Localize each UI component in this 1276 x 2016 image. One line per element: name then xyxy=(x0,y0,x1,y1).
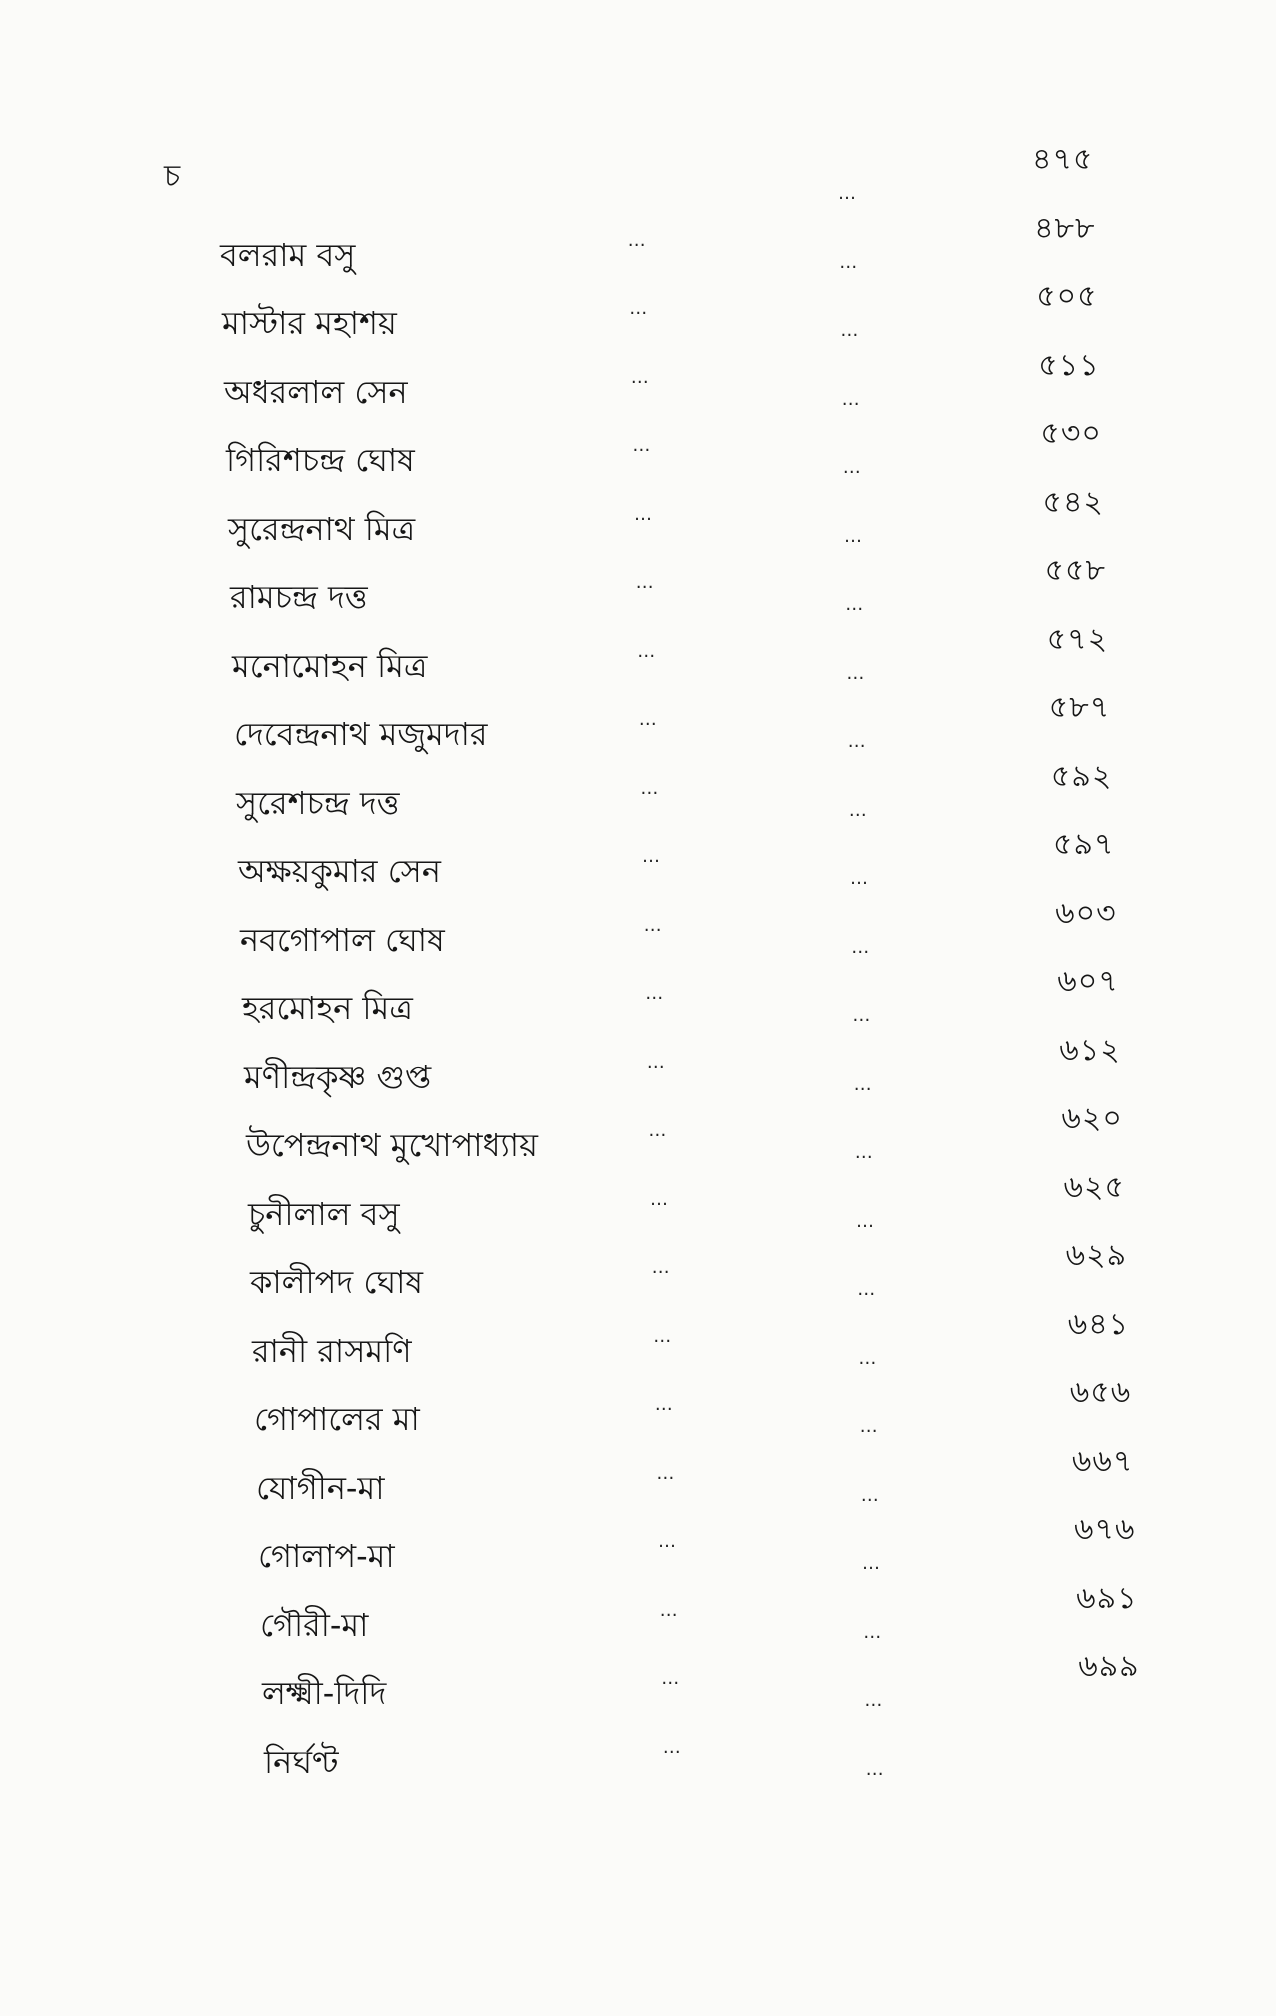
leader-dots: … xyxy=(662,1736,682,1758)
entry-page-number: ৪৭৫ xyxy=(1032,142,1094,177)
entry-title: দেবেন্দ্রনাথ মজুমদার xyxy=(234,715,488,753)
entry-title: হরমোহন মিত্র xyxy=(242,989,413,1027)
leader-dots: … xyxy=(638,709,658,730)
leader-dots: … xyxy=(629,298,649,319)
leader-dots: … xyxy=(851,936,871,958)
leader-dots: … xyxy=(860,1484,880,1506)
entry-page-number: ৬৭৬ xyxy=(1074,1512,1136,1547)
toc-entry xyxy=(0,279,1276,350)
toc-entry xyxy=(0,895,1276,967)
toc-entry xyxy=(0,1101,1276,1172)
leader-dots: … xyxy=(630,366,650,388)
leader-dots: … xyxy=(651,1257,671,1278)
leader-dots: … xyxy=(850,868,869,889)
leader-dots: … xyxy=(632,435,652,456)
entry-page-number: ৬০৭ xyxy=(1057,964,1119,999)
toc-entry xyxy=(0,142,1276,213)
entry-page-number: ৫৭২ xyxy=(1046,621,1109,657)
entry-title: উপেন্দ্রনাথ মুখোপাধ্যায় xyxy=(246,1126,538,1164)
leader-dots: … xyxy=(842,457,862,478)
leader-dots: … xyxy=(852,1005,872,1026)
entry-title: মাস্টার মহাশয় xyxy=(222,304,397,342)
entry-page-number: ৪৮৮ xyxy=(1034,210,1096,246)
entry-title: লক্ষ্মী-দিদি xyxy=(262,1674,387,1712)
toc-entry xyxy=(0,1169,1276,1241)
entry-page-number: ৬৪১ xyxy=(1067,1306,1130,1342)
entry-title: রানী রাসমণি xyxy=(252,1331,412,1370)
leader-dots: … xyxy=(635,572,655,593)
entry-title: গোলাপ-মা xyxy=(258,1537,395,1575)
leader-dots: … xyxy=(654,1394,674,1415)
leader-dots: … xyxy=(864,1690,884,1711)
toc-entry xyxy=(0,1580,1276,1652)
toc-entry xyxy=(0,621,1276,693)
toc-entry xyxy=(0,1238,1276,1309)
entry-title: গিরিশচন্দ্র ঘোষ xyxy=(226,441,415,479)
entry-title: অক্ষয়কুমার সেন xyxy=(238,852,441,890)
entry-title: মনোমোহন মিত্র xyxy=(232,646,428,685)
leader-dots: … xyxy=(857,1279,877,1300)
entry-page-number: ৬৬৭ xyxy=(1071,1443,1134,1479)
entry-page-number: ৬৯১ xyxy=(1076,1580,1138,1616)
toc-entry xyxy=(0,553,1276,624)
entry-title: অধরলাল সেন xyxy=(224,372,408,411)
leader-dots: … xyxy=(643,914,663,936)
entry-page-number: ৫১১ xyxy=(1038,347,1100,383)
leader-dots: … xyxy=(650,1188,669,1210)
entry-page-number: ৫৮৭ xyxy=(1048,690,1111,725)
entry-page-number: ৬২০ xyxy=(1061,1101,1123,1136)
leader-dots: … xyxy=(844,525,863,547)
toc-entry xyxy=(0,484,1276,556)
toc-entry xyxy=(0,1721,1276,1789)
leader-dots: … xyxy=(865,1758,885,1780)
entry-title: কালীপদ ঘোষ xyxy=(250,1263,424,1301)
toc-entry xyxy=(0,1649,1276,1720)
entry-title: বলরাম বসু xyxy=(220,235,356,274)
toc-entry xyxy=(0,1443,1276,1515)
toc-entry xyxy=(0,1375,1276,1446)
entry-page-number: ৫৩০ xyxy=(1040,416,1102,451)
entry-page-number: ৬০৩ xyxy=(1055,895,1117,931)
toc-entry xyxy=(0,1306,1276,1378)
entry-page-number: ৫৫৮ xyxy=(1044,553,1106,588)
entry-page-number: ৫৯২ xyxy=(1050,758,1113,794)
entry-page-number: ৬২৯ xyxy=(1065,1238,1128,1273)
entry-page-number: ৬২৫ xyxy=(1063,1169,1125,1205)
toc-entry xyxy=(0,416,1276,487)
toc-entry xyxy=(0,827,1276,898)
leader-dots: … xyxy=(640,777,660,799)
entry-title: নির্ঘণ্ট xyxy=(264,1742,339,1781)
leader-dots: … xyxy=(863,1621,883,1643)
toc-entry xyxy=(0,964,1276,1035)
leader-dots: … xyxy=(659,1599,679,1621)
entry-page-number: ৫০৫ xyxy=(1036,279,1098,314)
leader-dots: … xyxy=(854,1142,874,1163)
leader-dots: … xyxy=(656,1462,676,1484)
entry-title: নবগোপাল ঘোষ xyxy=(240,920,445,959)
toc-entry xyxy=(0,347,1276,419)
entry-page-number: ৫৪২ xyxy=(1042,484,1104,520)
entry-page-number: ৫৯৭ xyxy=(1053,827,1115,862)
leader-dots: … xyxy=(653,1325,673,1347)
leader-dots: … xyxy=(634,503,653,525)
entry-title: গোপালের মা xyxy=(254,1400,420,1438)
leader-dots: … xyxy=(642,846,661,867)
leader-dots: … xyxy=(845,594,865,615)
leader-dots: … xyxy=(658,1531,677,1552)
leader-dots: … xyxy=(859,1416,879,1437)
leader-dots: … xyxy=(646,1051,666,1073)
toc-entry xyxy=(0,1032,1276,1104)
leader-dots: … xyxy=(648,1120,668,1141)
leader-dots: … xyxy=(856,1210,875,1232)
leader-dots: … xyxy=(661,1668,681,1689)
entry-title: গৌরী-মা xyxy=(260,1605,369,1644)
leader-dots: … xyxy=(853,1073,873,1095)
leader-dots: … xyxy=(839,251,859,273)
leader-dots: … xyxy=(840,320,860,341)
leader-dots: … xyxy=(847,731,867,752)
leader-dots: … xyxy=(838,183,857,204)
entry-title: রামচন্দ্র দত্ত xyxy=(230,578,368,616)
leader-dots: … xyxy=(846,662,866,684)
entry-page-number: ৬১২ xyxy=(1059,1032,1121,1068)
entry-page-number: ৬৯৯ xyxy=(1078,1649,1140,1684)
toc-entry xyxy=(0,1512,1276,1583)
leader-dots: … xyxy=(862,1553,881,1574)
page-marker: চ xyxy=(164,159,181,194)
entry-title: মণীন্দ্রকৃষ্ণ গুপ্ত xyxy=(244,1057,432,1096)
toc-entry xyxy=(0,758,1276,830)
entry-title: যোগীন-মা xyxy=(256,1468,385,1507)
leader-dots: … xyxy=(848,799,868,821)
entry-page-number: ৬৫৬ xyxy=(1069,1375,1132,1410)
leader-dots: … xyxy=(627,229,647,251)
entry-title: সুরেশচন্দ্র দত্ত xyxy=(236,783,400,822)
entry-title: সুরেন্দ্রনাথ মিত্র xyxy=(228,509,416,548)
leader-dots: … xyxy=(645,983,665,1004)
leader-dots: … xyxy=(858,1347,878,1369)
leader-dots: … xyxy=(841,388,861,410)
toc-entry xyxy=(0,210,1276,282)
leader-dots: … xyxy=(637,640,657,662)
toc-entry xyxy=(0,690,1276,761)
entry-title: চুনীলাল বসু xyxy=(248,1194,400,1233)
